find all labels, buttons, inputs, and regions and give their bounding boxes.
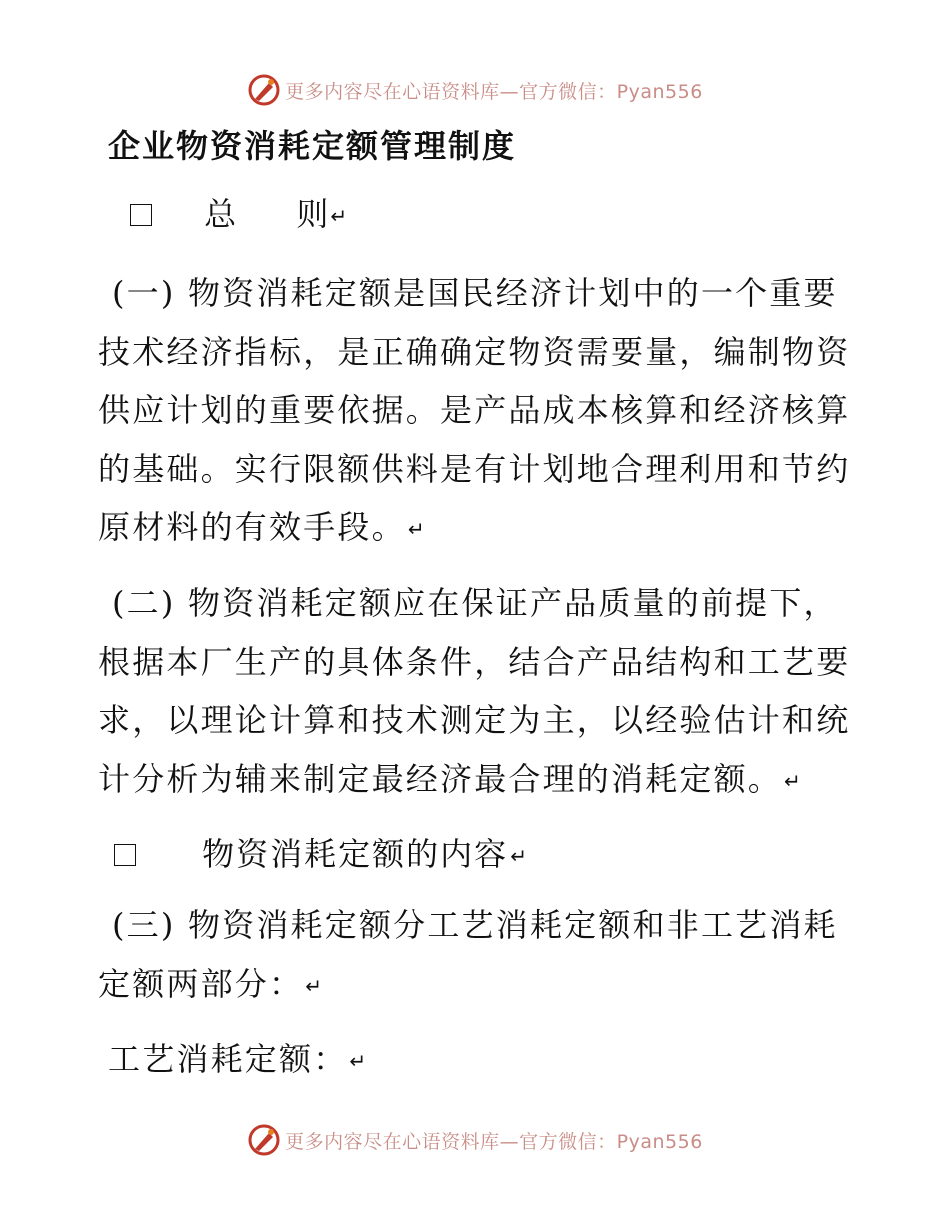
paragraph-mark-icon: ↵ ↵ bbox=[784, 769, 801, 793]
heading-text: 物资消耗定额的内容 bbox=[202, 835, 509, 873]
paragraph-1 bbox=[98, 264, 850, 566]
footer-watermark bbox=[0, 1120, 950, 1160]
document-title: 企业物资消耗定额管理制度 bbox=[108, 127, 517, 165]
subheading-process-quota: 工艺消耗定额：↵ ↵ bbox=[108, 1030, 366, 1098]
paragraph-line: 技术经济指标，是正确确定物资需要量，编制物资 bbox=[98, 332, 851, 371]
pen-logo-icon bbox=[247, 1123, 281, 1157]
header-watermark bbox=[0, 70, 950, 110]
header-watermark-text: 更多内容尽在心语资料库—官方微信：Pyan556 bbox=[285, 80, 703, 103]
section-heading-general bbox=[130, 192, 347, 245]
paragraph-mark-icon: ↵ ↵ bbox=[349, 1049, 366, 1073]
pen-logo-icon bbox=[247, 73, 281, 107]
paragraph-line: 根据本厂生产的具体条件，结合产品结构和工艺要 bbox=[98, 642, 851, 681]
checkbox-square-icon bbox=[130, 204, 152, 226]
paragraph-mark-icon: ↵ ↵ bbox=[305, 974, 322, 998]
heading-word-2: 则 bbox=[296, 195, 329, 233]
paragraph-line: 计分析为辅来制定最经济最合理的消耗定额。↵ ↵ bbox=[98, 750, 850, 818]
paragraph-line: 原材料的有效手段。↵ ↵ bbox=[98, 498, 850, 566]
paragraph-line: 定额两部分：↵ ↵ bbox=[98, 955, 838, 1023]
paragraph-line: 求，以理论计算和技术测定为主，以经验估计和统 bbox=[98, 701, 851, 739]
section-heading-content bbox=[114, 832, 527, 885]
paragraph-line: (三) 物资消耗定额分工艺消耗定额和非工艺消耗 bbox=[112, 906, 838, 944]
footer-watermark-text: 更多内容尽在心语资料库—官方微信：Pyan556 bbox=[285, 1130, 703, 1153]
paragraph-mark-icon: ↵ ↵ bbox=[330, 204, 347, 228]
paragraph-3 bbox=[98, 896, 838, 1022]
paragraph-line: 供应计划的重要依据。是产品成本核算和经济核算 bbox=[98, 391, 851, 429]
paragraph-2 bbox=[98, 574, 850, 817]
checkbox-square-icon bbox=[114, 844, 136, 866]
paragraph-line: 的基础。实行限额供料是有计划地合理利用和节约 bbox=[98, 449, 851, 488]
paragraph-mark-icon: ↵ ↵ bbox=[510, 844, 527, 868]
paragraph-line: (二) 物资消耗定额应在保证产品质量的前提下， bbox=[112, 584, 838, 622]
paragraph-line: (一) 物资消耗定额是国民经济计划中的一个重要 bbox=[112, 274, 838, 312]
paragraph-mark-icon: ↵ ↵ bbox=[408, 517, 425, 541]
heading-word-1: 总 bbox=[204, 195, 237, 233]
